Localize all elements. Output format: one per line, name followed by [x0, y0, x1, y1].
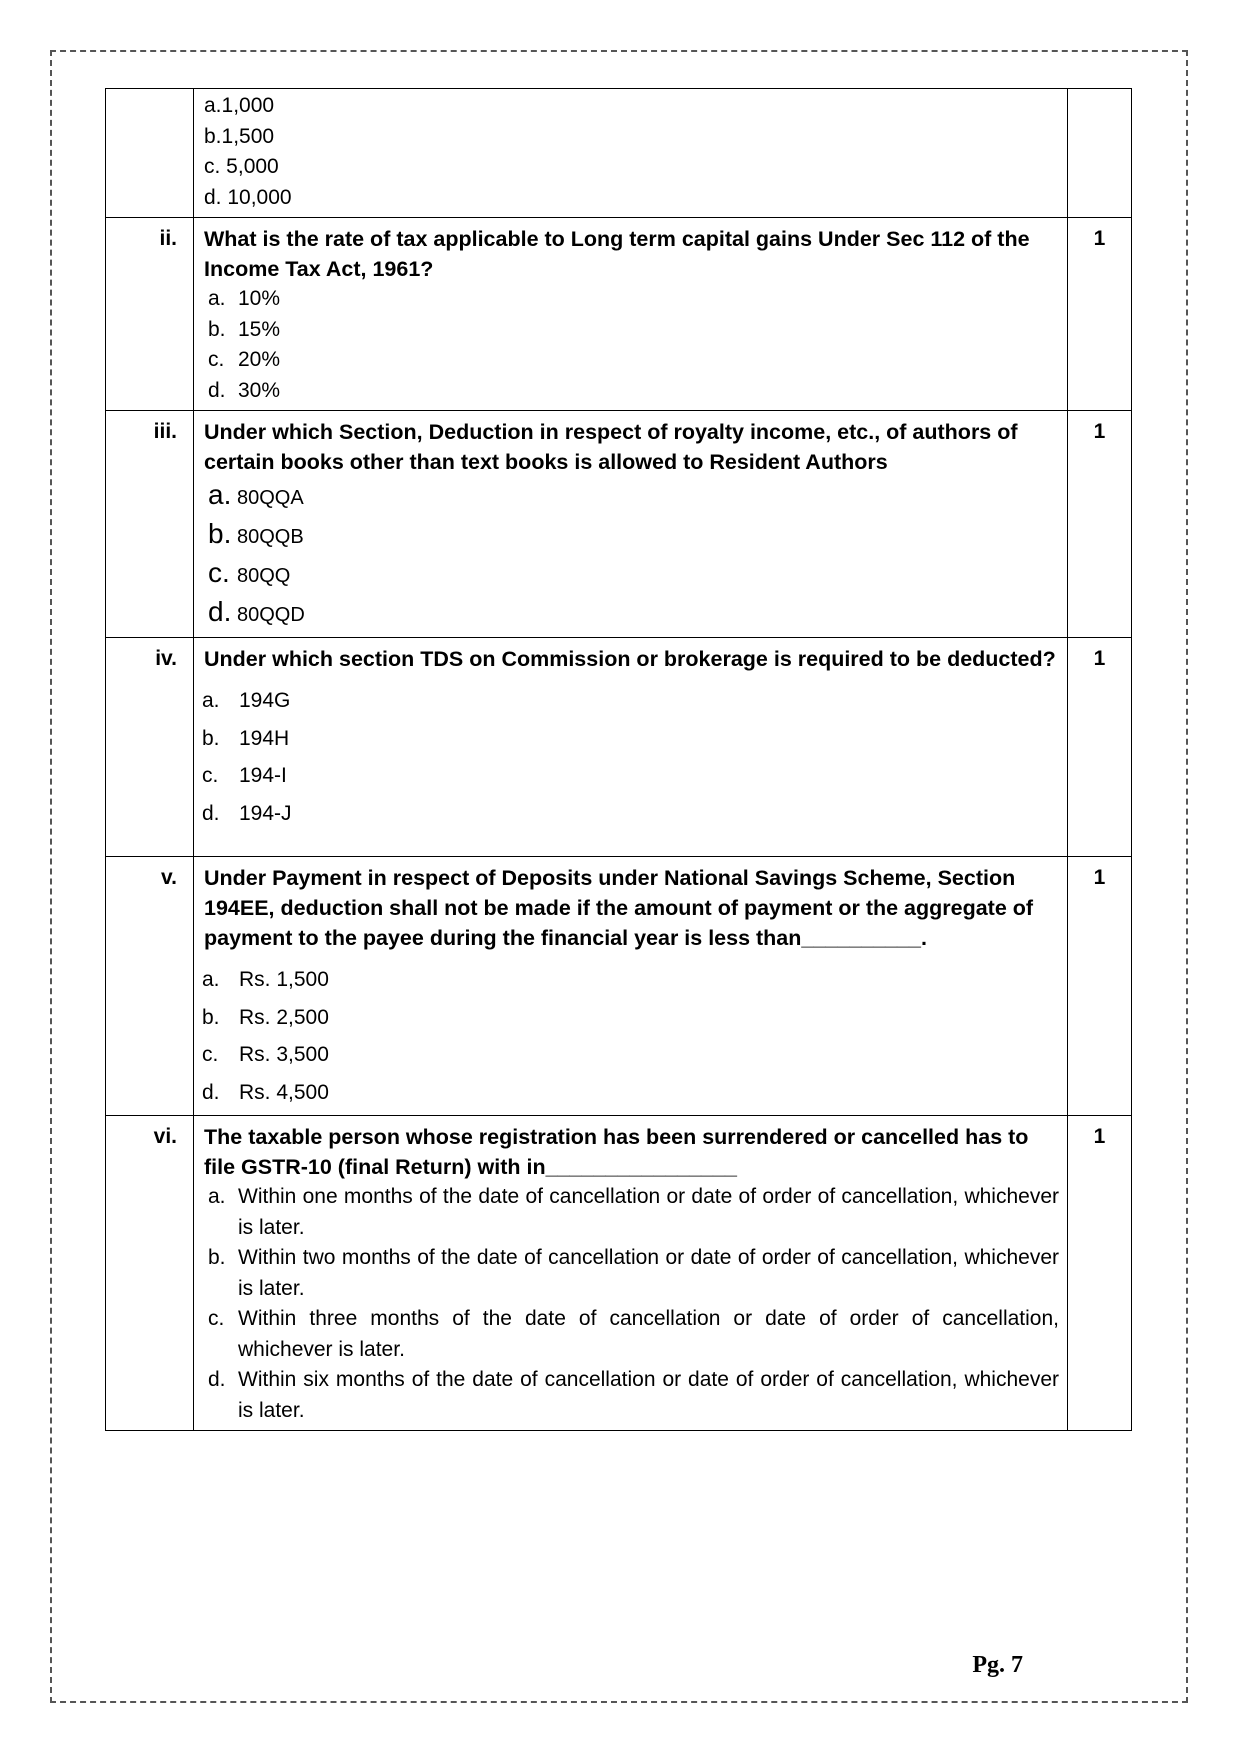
question-text: Under which Section, Deduction in respect of royalty income, etc., of authors of certain books other than text books is allowed to Resident Authors — [204, 420, 1018, 474]
option-label: d. — [208, 1368, 226, 1391]
option-label: d. — [202, 801, 220, 825]
option-text: 10% — [238, 287, 281, 310]
question-number: ii. — [106, 218, 194, 411]
option-c — [204, 555, 1059, 594]
question-number — [106, 89, 194, 218]
question-marks: 1 — [1068, 638, 1132, 857]
option-text: 80QQB — [237, 526, 304, 548]
option-label: a. — [208, 479, 232, 510]
question-row — [106, 89, 1132, 218]
question-row — [106, 857, 1132, 1116]
option-label: c. — [202, 1043, 219, 1066]
option-text: Rs. 4,500 — [239, 1080, 329, 1104]
option-b — [204, 315, 1059, 346]
option-text: Rs. 2,500 — [239, 1005, 329, 1029]
option-label: c. — [202, 764, 219, 787]
option-b — [204, 122, 1059, 153]
question-row — [106, 638, 1132, 857]
option-label: a. — [208, 287, 226, 310]
option-label: a. — [204, 94, 222, 117]
option-label: a. — [202, 968, 220, 991]
question-table — [105, 88, 1132, 1431]
question-cell — [194, 857, 1068, 1116]
option-a — [202, 682, 1059, 720]
option-label: c. — [204, 155, 221, 178]
question-marks: 1 — [1068, 411, 1132, 638]
option-text: Within six months of the date of cancellation or date of order of cancellation, whichever is later. — [238, 1368, 1059, 1422]
option-d — [204, 594, 1059, 633]
options-list — [204, 1182, 1059, 1426]
option-text: 10,000 — [221, 185, 292, 209]
option-d — [204, 183, 1059, 214]
option-label: b. — [202, 726, 220, 750]
question-marks: 1 — [1068, 857, 1132, 1116]
question-cell — [194, 638, 1068, 857]
options-list — [204, 284, 1059, 406]
option-a — [204, 1182, 1059, 1243]
question-cell — [194, 218, 1068, 411]
option-b — [204, 516, 1059, 555]
question-row — [106, 1116, 1132, 1431]
option-d — [204, 376, 1059, 407]
question-cell — [194, 1116, 1068, 1431]
question-text: Under Payment in respect of Deposits under National Savings Scheme, Section 194EE, deduction shall not be made if the amount of payment or the aggregate of payment to the payee during the financial year is less than__________. — [204, 866, 1034, 950]
option-b — [202, 999, 1059, 1037]
option-text: 194H — [239, 726, 290, 750]
question-text: Under which section TDS on Commission or brokerage is required to be deducted? — [204, 647, 1056, 671]
question-text: What is the rate of tax applicable to Long term capital gains Under Sec 112 of the Income Tax Act, 1961? — [204, 227, 1030, 281]
question-cell — [194, 411, 1068, 638]
option-c — [204, 152, 1059, 183]
option-text: 194G — [239, 689, 291, 712]
question-number: v. — [106, 857, 194, 1116]
options-list — [204, 477, 1059, 633]
option-label: d. — [202, 1080, 220, 1104]
option-text: 1,500 — [221, 124, 275, 148]
option-text: 194-J — [239, 801, 292, 825]
option-label: b. — [208, 317, 226, 341]
option-text: Within two months of the date of cancellation or date of order of cancellation, whichever is later. — [238, 1246, 1059, 1300]
option-label: c. — [208, 348, 225, 371]
option-a — [202, 961, 1059, 999]
option-text: Within one months of the date of cancellation or date of order of cancellation, whichever is later. — [238, 1185, 1059, 1239]
option-d — [202, 1074, 1059, 1112]
option-text: 80QQ — [237, 565, 291, 587]
option-text: 20% — [238, 348, 281, 371]
question-cell — [194, 89, 1068, 218]
option-label: d. — [208, 378, 226, 402]
option-label: c. — [208, 1307, 225, 1330]
option-label: b. — [204, 124, 222, 148]
question-marks: 1 — [1068, 1116, 1132, 1431]
option-text: 30% — [238, 378, 281, 402]
option-label: c. — [208, 557, 230, 588]
option-b — [204, 1243, 1059, 1304]
option-text: 80QQA — [237, 487, 304, 509]
option-text: 5,000 — [220, 155, 279, 178]
option-text: 194-I — [239, 764, 287, 787]
option-c — [204, 345, 1059, 376]
options-list — [202, 961, 1059, 1111]
option-a — [204, 91, 1059, 122]
options-list — [204, 91, 1059, 213]
option-text: Rs. 1,500 — [239, 968, 329, 991]
question-marks: 1 — [1068, 218, 1132, 411]
question-number: iii. — [106, 411, 194, 638]
option-b — [202, 720, 1059, 758]
option-text: 1,000 — [221, 94, 275, 117]
option-d — [202, 795, 1059, 833]
option-d — [204, 1365, 1059, 1426]
option-text: Rs. 3,500 — [239, 1043, 329, 1066]
page-number: Pg. 7 — [972, 1652, 1023, 1678]
option-text: Within three months of the date of cancellation or date of order of cancellation, whichever is later. — [238, 1307, 1059, 1361]
option-c — [202, 757, 1059, 795]
question-text: The taxable person whose registration has been surrendered or cancelled has to file GSTR-10 (final Return) with in________________ — [204, 1125, 1029, 1179]
option-label: b. — [202, 1005, 220, 1029]
option-label: a. — [202, 689, 220, 712]
option-label: d. — [204, 185, 222, 209]
option-text: 15% — [238, 317, 281, 341]
option-label: b. — [208, 1246, 226, 1269]
option-label: d. — [208, 596, 232, 627]
option-label: a. — [208, 1185, 226, 1208]
option-c — [202, 1036, 1059, 1074]
option-c — [204, 1304, 1059, 1365]
option-a — [204, 284, 1059, 315]
question-number: iv. — [106, 638, 194, 857]
option-label: b. — [208, 518, 232, 549]
option-a — [204, 477, 1059, 516]
question-row — [106, 218, 1132, 411]
question-marks — [1068, 89, 1132, 218]
options-list — [202, 682, 1059, 832]
question-number: vi. — [106, 1116, 194, 1431]
option-text: 80QQD — [237, 604, 305, 626]
question-row — [106, 411, 1132, 638]
